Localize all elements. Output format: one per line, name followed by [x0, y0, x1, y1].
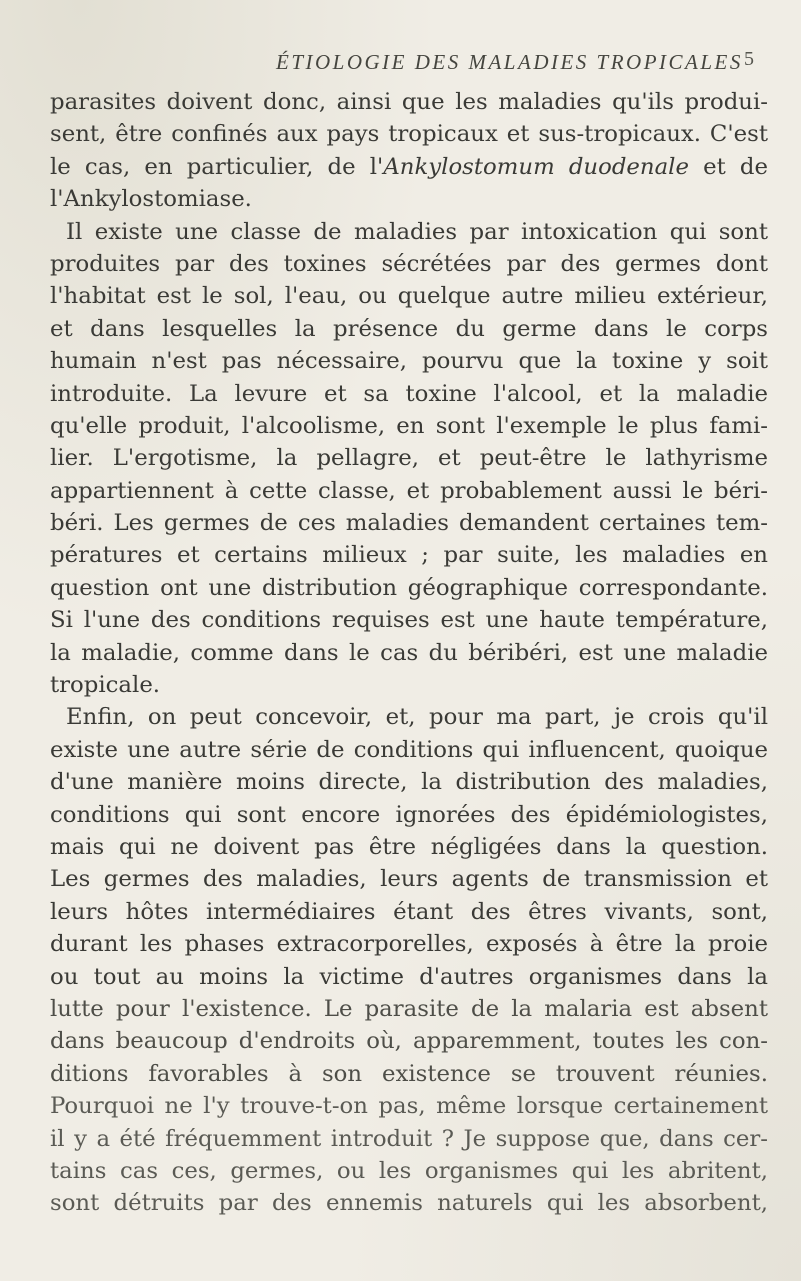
text-line: d'une manière moins directe, la distribution des maladies,: [50, 769, 768, 796]
text-line: et dans lesquelles la présence du germe dans le corps: [50, 315, 768, 342]
text-line: tropicale.: [50, 672, 161, 699]
text-line: leurs hôtes intermédiaires étant des êtres vivants, sont,: [50, 898, 768, 925]
text-line: introduite. La levure et sa toxine l'alcool, et la maladie: [50, 380, 768, 407]
text-line: existe une autre série de conditions qui influencent, quoique: [50, 736, 768, 763]
paragraph-start-line: Enfin, on peut concevoir, et, pour ma part, je crois qu'il: [66, 704, 768, 731]
text-line: il y a été fréquemment introduit ? Je suppose que, dans cer-: [50, 1125, 768, 1152]
text-line: durant les phases extracorporelles, exposés à être la proie: [50, 931, 768, 958]
text-line: Pourquoi ne l'y trouve-t-on pas, même lorsque certainement: [50, 1093, 768, 1120]
text-line: question ont une distribution géographique correspondante.: [50, 574, 768, 601]
text-line: lutte pour l'existence. Le parasite de la malaria est absent: [50, 995, 768, 1022]
text-line: conditions qui sont encore ignorées des épidémiologistes,: [50, 801, 768, 828]
text-line: sont détruits par des ennemis naturels qui les absorbent,: [50, 1190, 768, 1217]
text-line: Les germes des maladies, leurs agents de transmission et: [50, 866, 768, 893]
page-number: 5: [744, 48, 754, 70]
text-line: Si l'une des conditions requises est une haute température,: [50, 607, 768, 634]
text-line: ou tout au moins la victime d'autres organismes dans la: [50, 963, 768, 990]
text-line: tains cas ces, germes, ou les organismes qui les abritent,: [50, 1157, 768, 1184]
text-line: l'Ankylostomiase.: [50, 186, 252, 213]
text-line: qu'elle produit, l'alcoolisme, en sont l'exemple le plus fami-: [50, 412, 768, 439]
text-line: produites par des toxines sécrétées par des germes dont: [50, 250, 768, 277]
text-line: dans beaucoup d'endroits où, apparemment, toutes les con-: [50, 1028, 768, 1055]
text-line: la maladie, comme dans le cas du béribéri, est une maladie: [50, 639, 768, 666]
text-line: appartiennent à cette classe, et probablement aussi le béri-: [50, 477, 768, 504]
body-text: [50, 86, 768, 1220]
text-line: parasites doivent donc, ainsi que les maladies qu'ils produi-: [50, 89, 768, 115]
text-line: béri. Les germes de ces maladies demandent certaines tem-: [50, 510, 768, 537]
text-line: lier. L'ergotisme, la pellagre, et peut-être le lathyrisme: [50, 445, 768, 472]
text-line: l'habitat est le sol, l'eau, ou quelque autre milieu extérieur,: [50, 283, 768, 310]
text-line: mais qui ne doivent pas être négligées dans la question.: [50, 833, 768, 860]
running-header: [0, 50, 801, 80]
text-line: humain n'est pas nécessaire, pourvu que la toxine y soit: [50, 348, 768, 375]
text-line: sent, être confinés aux pays tropicaux et sus-tropicaux. C'est: [50, 121, 768, 148]
text-line: pératures et certains milieux ; par suite, les maladies en: [50, 542, 768, 569]
running-title: ÉTIOLOGIE DES MALADIES TROPICALES: [276, 50, 743, 74]
text-line: ditions favorables à son existence se trouvent réunies.: [50, 1060, 768, 1087]
paragraph-start-line: Il existe une classe de maladies par intoxication qui sont: [66, 218, 768, 245]
text-line-italic-term: le cas, en particulier, de l'Ankylostomum duodenale et de: [50, 153, 768, 180]
italic-term: Ankylostomum duodenale: [383, 153, 689, 180]
